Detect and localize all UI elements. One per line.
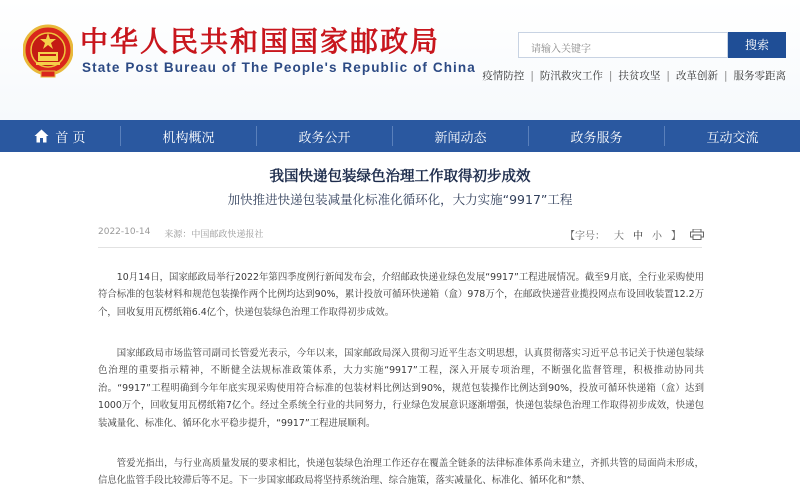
- print-icon[interactable]: [690, 229, 704, 240]
- article-meta: [98, 227, 263, 240]
- quick-link-service[interactable]: 服务零距离: [733, 70, 786, 82]
- national-emblem-icon: [23, 24, 73, 80]
- quick-link-flood[interactable]: 防汛救灾工作: [539, 70, 603, 82]
- divider: |: [723, 69, 728, 82]
- nav-item-public-affairs[interactable]: 政务公开: [298, 130, 351, 146]
- quick-link-poverty[interactable]: 扶贫攻坚: [618, 70, 661, 82]
- article: [0, 152, 800, 493]
- quick-links: [482, 68, 786, 83]
- search-button[interactable]: 搜索: [728, 32, 786, 58]
- nav-item-home[interactable]: [0, 120, 120, 152]
- nav-item-news[interactable]: 新闻动态: [434, 130, 487, 146]
- article-source: 来源：中国邮政快递报社: [164, 230, 264, 240]
- article-paragraph: 管爱光指出，与行业高质量发展的要求相比，快递包装绿色治理工作还存在覆盖全链条的法律标准体系尚未建立，齐抓共管的局面尚未形成，信息化监管手段比较滞后等不足。下一步国家邮政局将坚持系统治理、综合施策，落实减量化、标准化、循环化和“禁、: [98, 458, 704, 487]
- divider: [98, 247, 702, 248]
- nav-item-interaction[interactable]: 互动交流: [706, 130, 759, 146]
- font-size-medium-button[interactable]: 中: [633, 231, 643, 242]
- divider: |: [608, 69, 613, 82]
- site-subtitle: State Post Bureau of The People's Republic of China: [82, 60, 476, 75]
- article-date: 2022-10-14: [98, 227, 151, 237]
- article-paragraph: 10月14日，国家邮政局举行2022年第四季度例行新闻发布会，介绍邮政快递业绿色发展“9917”工程进展情况。截至9月底，全行业采购使用符合标准的包装材料和规范包装操作两个比例均达到90%，累计投放可循环快递箱（盒）978万个，在邮政快递营业揽投网点布设回收装置12.2万个，回收复用瓦楞纸箱6.4亿个，快递包装绿色治理工作取得初步成效。: [98, 272, 704, 318]
- article-title: 我国快递包装绿色治理工作取得初步成效: [269, 169, 531, 185]
- font-size-close: 】: [671, 231, 681, 242]
- nav-item-services[interactable]: 政务服务: [570, 130, 623, 146]
- nav-item-organization[interactable]: 机构概况: [162, 130, 215, 146]
- font-size-controls: [565, 227, 704, 242]
- article-subtitle: 加快推进快递包装减量化标准化循环化，大力实施“9917”工程: [227, 192, 573, 207]
- quick-link-epidemic[interactable]: 疫情防控: [482, 70, 525, 82]
- search-input[interactable]: 请输入关键字: [518, 32, 728, 58]
- quick-link-reform[interactable]: 改革创新: [675, 70, 718, 82]
- divider: |: [530, 69, 534, 82]
- article-paragraph: 国家邮政局市场监管司副司长管爱光表示，今年以来，国家邮政局深入贯彻习近平生态文明思想，认真贯彻落实习近平总书记关于快递包装绿色治理的重要指示精神，不断健全法规标准政策体系，大力实施“9917”工程，深入开展专项治理，不断强化监督管理，积极推动协同共治。“9917”工程明确到今年年底实现采购使用符合标准的包装材料比例达到90%，规范包装操作比例达到90%，投放可循环快递箱（盒）达到1000万个，回收复用瓦楞纸箱7亿个。经过全系统全行业的共同努力，行业绿色发展意识逐渐增强，快递包装绿色治理工作取得初步成效，快递包装减量化、标准化、循环化水平稳步提升，“9917”工程进展顺利。: [98, 348, 704, 429]
- nav-item-label: 首 页: [55, 130, 86, 146]
- site-title: 中华人民共和国国家邮政局: [80, 25, 441, 58]
- font-size-label: 【字号：: [565, 231, 605, 242]
- home-icon: [34, 129, 49, 143]
- divider: |: [666, 69, 670, 82]
- main-nav: [0, 120, 800, 152]
- font-size-small-button[interactable]: 小: [652, 231, 662, 242]
- font-size-large-button[interactable]: 大: [614, 231, 624, 242]
- site-header: [0, 0, 800, 120]
